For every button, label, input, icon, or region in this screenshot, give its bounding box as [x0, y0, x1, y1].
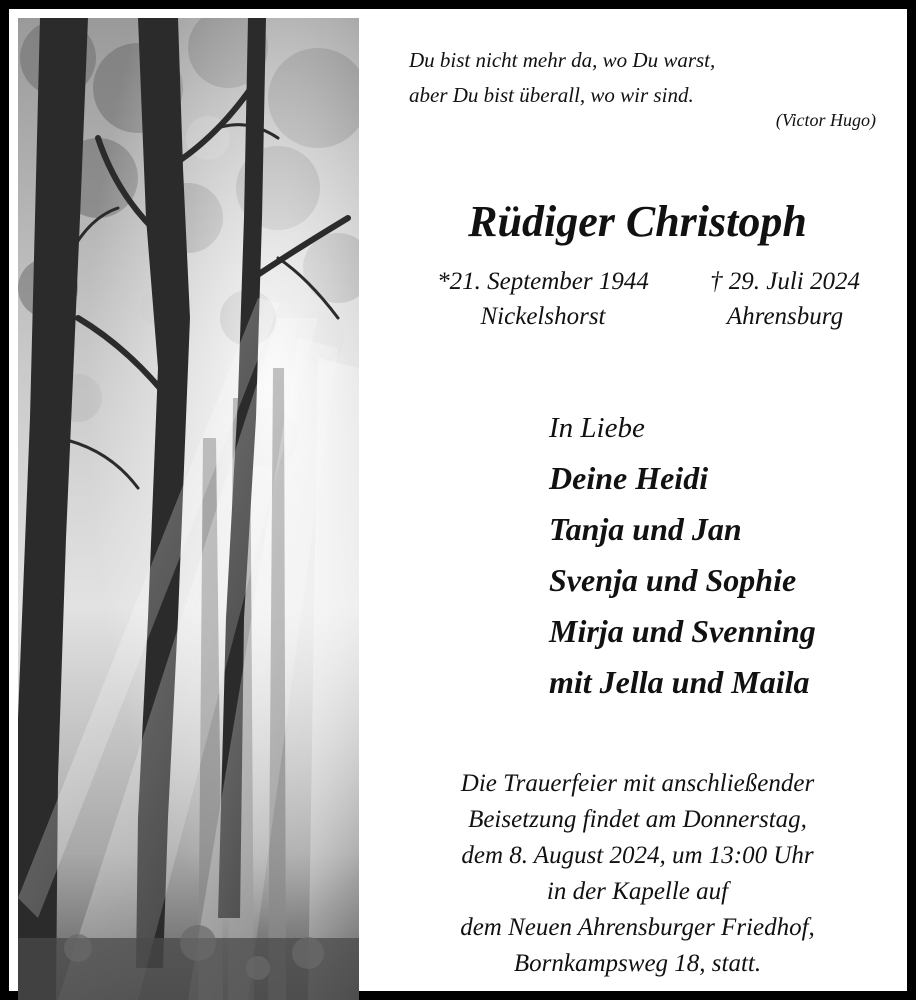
death-place: Ahrensburg — [726, 303, 844, 330]
quote-line: aber Du bist überall, wo wir sind. — [409, 83, 694, 107]
family-member: Svenja und Sophie — [549, 562, 797, 598]
deceased-name: Rüdiger Christoph — [468, 197, 807, 246]
forest-photo — [18, 18, 359, 1000]
service-line: Die Trauerfeier mit anschließender — [460, 770, 815, 797]
family-member: mit Jella und Maila — [549, 664, 810, 700]
family-mourners — [549, 403, 816, 708]
family-member: Deine Heidi — [549, 460, 709, 496]
forest-photo-image — [18, 18, 359, 1000]
family-member: Mirja und Svenning — [549, 613, 816, 649]
death-date: † 29. Juli 2024 — [710, 268, 860, 295]
service-line: in der Kapelle auf — [546, 878, 729, 905]
family-intro: In Liebe — [549, 412, 645, 444]
family-member: Tanja und Jan — [549, 511, 742, 547]
service-line: Beisetzung findet am Donnerstag, — [468, 806, 807, 833]
service-line: dem 8. August 2024, um 13:00 Uhr — [461, 842, 814, 869]
quote — [409, 43, 715, 113]
birth-info — [409, 264, 677, 334]
death-info — [685, 264, 885, 334]
birth-date: *21. September 1944 — [437, 268, 649, 295]
quote-author: (Victor Hugo) — [775, 110, 876, 130]
quote-line: Du bist nicht mehr da, wo Du warst, — [409, 48, 716, 72]
service-line: dem Neuen Ahrensburger Friedhof, — [460, 914, 815, 941]
obituary-text — [359, 18, 916, 1000]
birth-place: Nickelshorst — [480, 303, 606, 330]
service-announcement — [359, 766, 916, 982]
service-line: Bornkampsweg 18, statt. — [513, 950, 762, 977]
